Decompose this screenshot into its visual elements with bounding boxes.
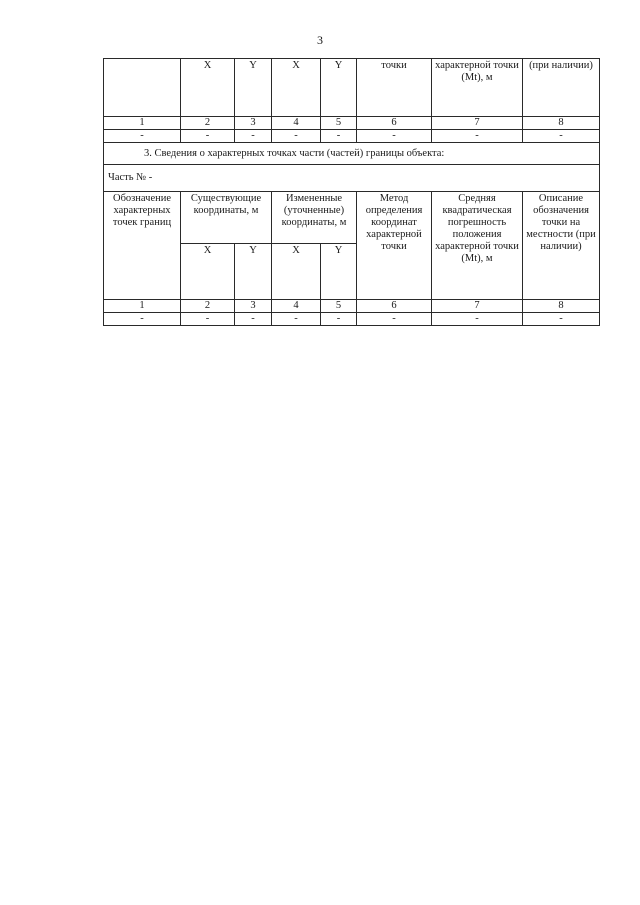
top-header-cell [104,59,181,117]
column-number: 4 [272,300,321,313]
top-header-row [104,59,600,117]
top-dash-row [104,130,600,143]
column-number: 6 [357,300,432,313]
column-number: 4 [272,117,321,130]
empty-value-cell: - [321,130,357,143]
column-number: 1 [104,300,181,313]
column-number: 1 [104,117,181,130]
empty-value-cell: - [272,313,321,326]
coordinates-table [103,58,600,326]
empty-value-cell: - [357,130,432,143]
column-number: 2 [181,117,235,130]
empty-value-cell: - [272,130,321,143]
header-point-designation: Обозначение характерных точек границ [104,192,181,300]
top-header-cell: Y [235,59,272,117]
empty-value-cell: - [104,130,181,143]
subheader-y: Y [235,244,272,300]
header-method: Метод определения координат характерной точки [357,192,432,300]
empty-value-cell: - [181,130,235,143]
empty-value-cell: - [523,313,600,326]
top-header-cell: X [181,59,235,117]
subheader-x: X [272,244,321,300]
top-number-row [104,117,600,130]
column-number: 5 [321,300,357,313]
page-number: 3 [317,33,323,47]
column-number: 6 [357,117,432,130]
top-header-cell: точки [357,59,432,117]
column-number: 2 [181,300,235,313]
empty-value-cell: - [181,313,235,326]
subheader-y: Y [321,244,357,300]
column-number: 3 [235,117,272,130]
empty-value-cell: - [523,130,600,143]
column-number: 8 [523,300,600,313]
empty-value-cell: - [235,313,272,326]
section-title-row [104,143,600,165]
column-number: 7 [432,300,523,313]
section-dash-row [104,313,600,326]
header-changed-coordinates: Измененные (уточненные) координаты, м [272,192,357,244]
empty-value-cell: - [432,130,523,143]
top-header-cell: Y [321,59,357,117]
top-header-cell: характерной точки (Mt), м [432,59,523,117]
part-label-row [104,165,600,192]
section-title: 3. Сведения о характерных точках части (частей) границы объекта: [104,143,600,165]
empty-value-cell: - [357,313,432,326]
part-label: Часть № - [104,165,600,192]
column-number: 8 [523,117,600,130]
empty-value-cell: - [104,313,181,326]
top-header-cell: (при наличии) [523,59,600,117]
column-number: 7 [432,117,523,130]
empty-value-cell: - [235,130,272,143]
header-error: Средняя квадратическая погрешность положения характерной точки (Mt), м [432,192,523,300]
header-existing-coordinates: Существующие координаты, м [181,192,272,244]
top-header-cell: X [272,59,321,117]
column-number: 3 [235,300,272,313]
subheader-x: X [181,244,235,300]
empty-value-cell: - [432,313,523,326]
section-number-row [104,300,600,313]
empty-value-cell: - [321,313,357,326]
section-header-row [104,192,600,244]
header-description: Описание обозначения точки на местности (при наличии) [523,192,600,300]
column-number: 5 [321,117,357,130]
